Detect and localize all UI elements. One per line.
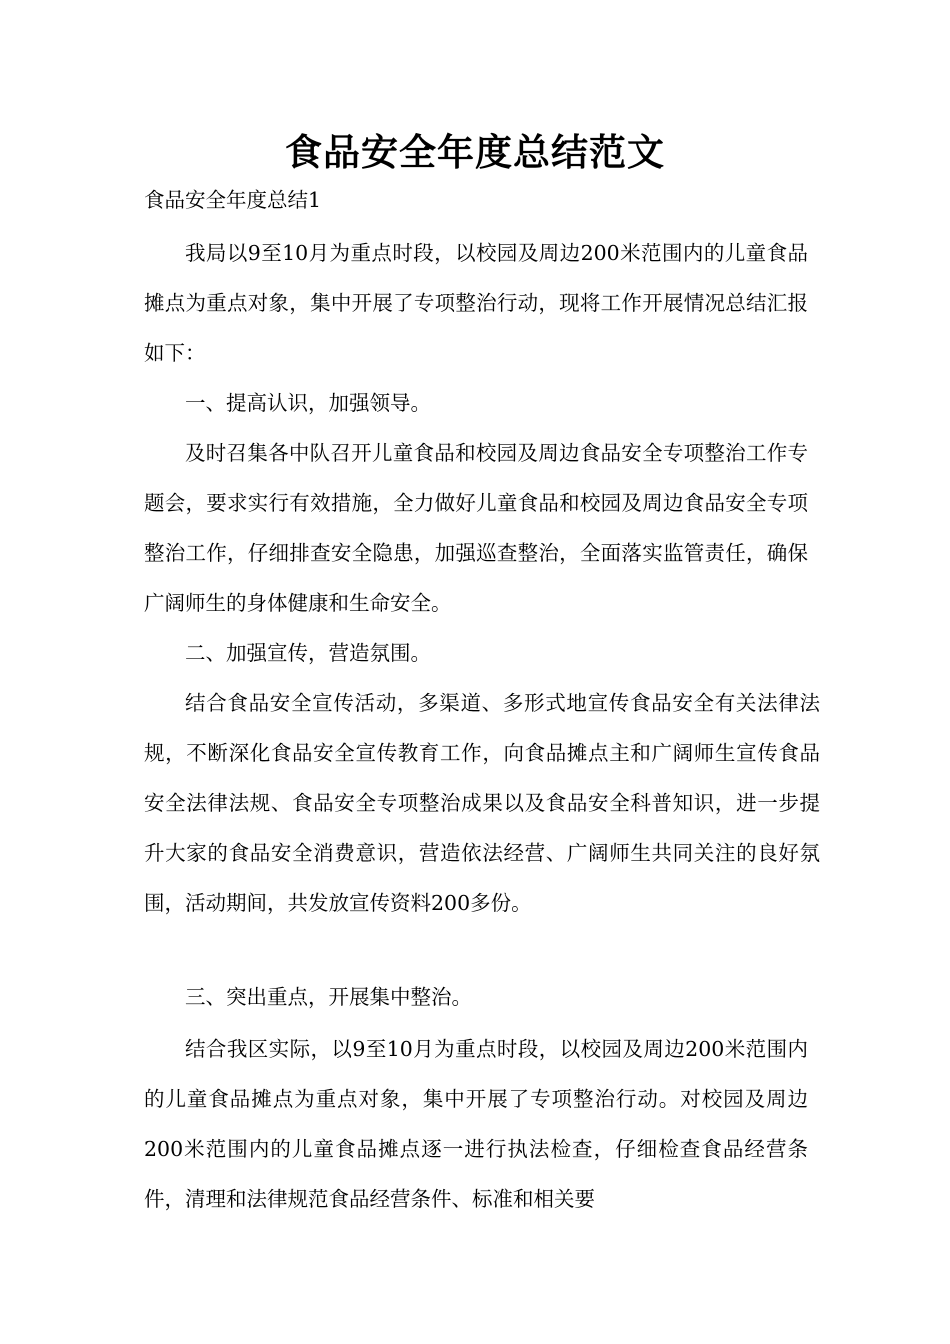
paragraph-section-3: 结合我区实际，以9至10月为重点时段，以校园及周边200米范围内的儿童食品摊点为重点对象，集中开展了专项整治行动。对校园及周边200米范围内的儿童食品摊点逐一进行执法检查，仔细检查食品经营条件，清理和法律规范食品经营条件、标准和相关要 [144,1037,808,1211]
section-heading-3: 三、突出重点，开展集中整治。 [185,985,472,1009]
section-heading-2: 二、加强宣传，营造氛围。 [185,641,431,665]
paragraph-intro: 我局以9至10月为重点时段，以校园及周边200米范围内的儿童食品摊点为重点对象，集中开展了专项整治行动，现将工作开展情况总结汇报如下： [144,241,808,365]
paragraph-section-1: 及时召集各中队召开儿童食品和校园及周边食品安全专项整治工作专题会，要求实行有效措施，全力做好儿童食品和校园及周边食品安全专项整治工作，仔细排查安全隐患，加强巡查整治，全面落实监管责任，确保广阔师生的身体健康和生命安全。 [144,441,808,615]
section-heading-1: 一、提高认识，加强领导。 [185,391,431,415]
document-title: 食品安全年度总结范文 [285,131,665,174]
paragraph-section-2: 结合食品安全宣传活动，多渠道、多形式地宣传食品安全有关法律法规，不断深化食品安全宣传教育工作，向食品摊点主和广阔师生宣传食品安全法律法规、食品安全专项整治成果以及食品安全科普知识，进一步提升大家的食品安全消费意识，营造依法经营、广阔师生共同关注的良好氛围，活动期间，共发放宣传资料200多份。 [144,691,820,915]
document-subtitle: 食品安全年度总结1 [144,188,322,212]
